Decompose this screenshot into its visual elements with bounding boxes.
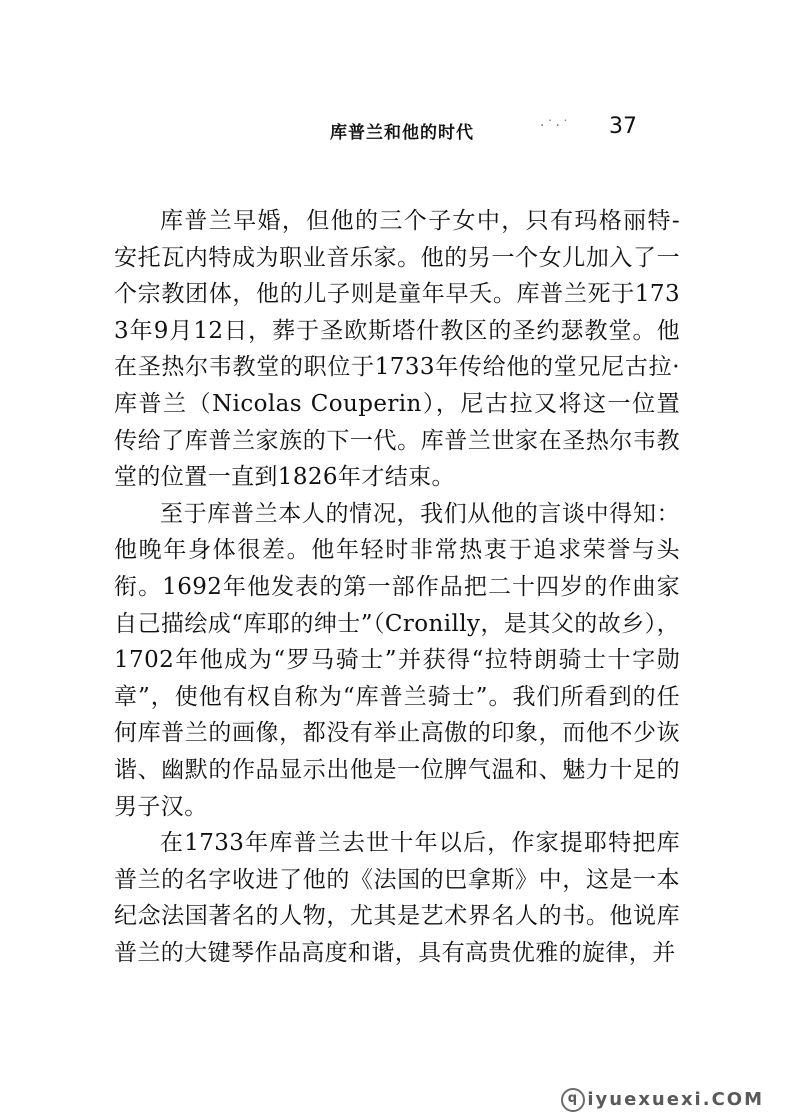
page-number: 37 bbox=[609, 114, 637, 139]
paragraph-3: 在1733年库普兰去世十年以后，作家提耶特把库普兰的名字收进了他的《法国的巴拿斯》中，这是一本纪念法国著名的人物，尤其是艺术界名人的书。他说库普兰的大键琴作品高度和谐，具有高贵优雅的旋律，并 bbox=[114, 830, 680, 966]
header-ornament: ·˙·˙ bbox=[540, 118, 571, 134]
paragraph-1: 库普兰早婚，但他的三个子女中，只有玛格丽特-安托瓦内特成为职业音乐家。他的另一个女儿加入了一个宗教团体，他的儿子则是童年早夭。库普兰死于1733年9月12日，葬于圣欧斯塔什教区的圣约瑟教堂。他在圣热尔韦教堂的职位于1733年传给他的堂兄尼古拉·库普兰（Nicolas Couperin），尼古拉又将这一位置传给了库普兰家族的下一代。库普兰世家在圣热尔韦教堂的位置一直到1826年才结束。 bbox=[114, 208, 680, 491]
site-watermark bbox=[561, 1088, 764, 1112]
watermark-text: iyuexuexi.COM bbox=[587, 1089, 764, 1110]
running-header-title: 库普兰和他的时代 bbox=[330, 123, 474, 143]
body-text bbox=[114, 203, 680, 971]
watermark-logo-icon: q bbox=[561, 1088, 585, 1112]
paragraph-2: 至于库普兰本人的情况，我们从他的言谈中得知：他晚年身体很差。他年轻时非常热衷于追求荣誉与头衔。1692年他发表的第一部作品把二十四岁的作曲家自己描绘成“库耶的绅士”（Cronilly，是其父的故乡），1702年他成为“罗马骑士”并获得“拉特朗骑士十字勋章”，使他有权自称为“库普兰骑士”。我们所看到的任何库普兰的画像，都没有举止高傲的印象，而他不少诙谐、幽默的作品显示出他是一位脾气温和、魅力十足的男子汉。 bbox=[114, 500, 680, 820]
